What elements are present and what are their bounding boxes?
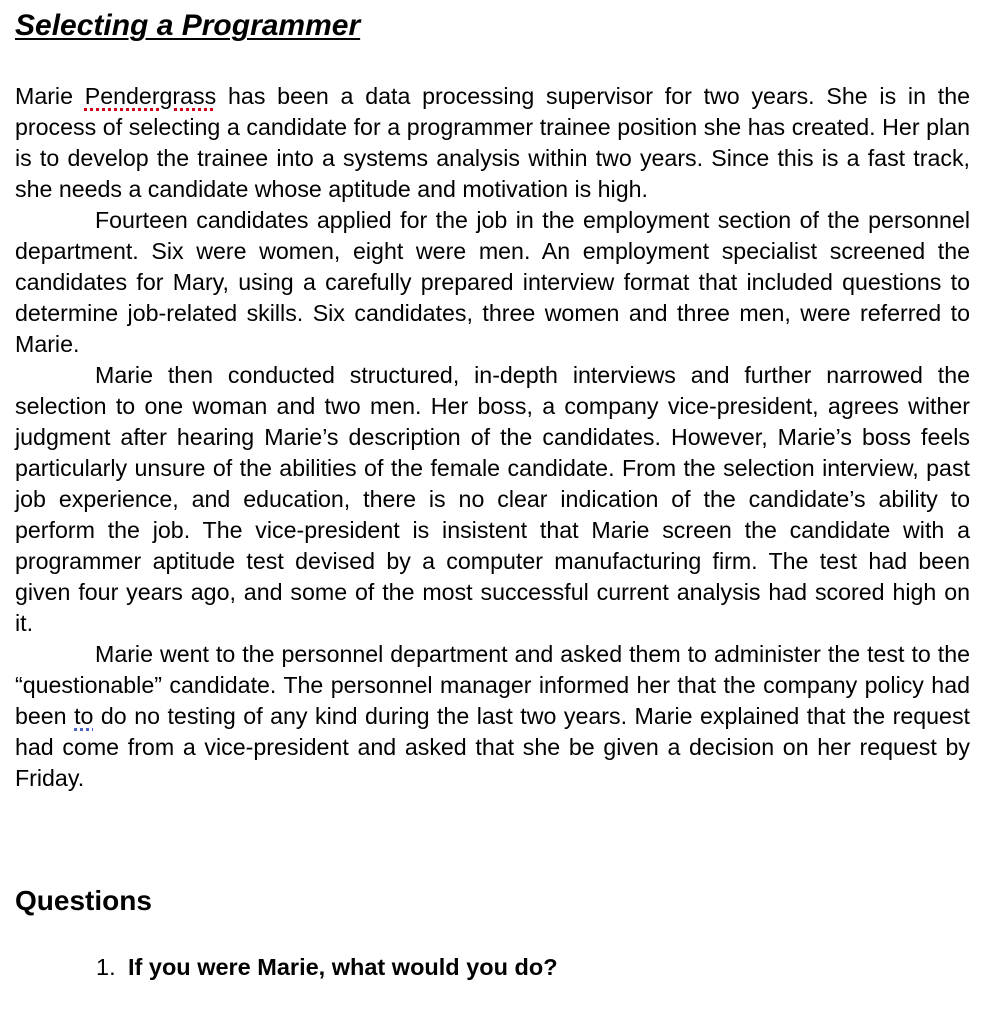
paragraph-text: Marie	[15, 83, 85, 109]
spelling-flagged-word: Pendergrass	[84, 83, 217, 109]
paragraph	[15, 639, 970, 794]
paragraph	[15, 81, 970, 205]
paragraph-text: Marie went to the personnel department and asked them to administer the test to the “questionable” candidate. The personnel manager informed her that the company policy had been	[15, 641, 970, 729]
paragraph-text: do no testing of any kind during the last two years. Marie explained that the request had come from a vice-president and asked that she be given a decision on her request by Friday.	[15, 703, 970, 791]
paragraph-text: Marie then conducted structured, in-depth interviews and further narrowed the selection to one woman and two men. Her boss, a company vice-president, agrees wither judgment after hearing Marie’s description of the candidates. However, Marie’s boss feels particularly unsure of the abilities of the female candidate. From the selection interview, past job experience, and education, there is no clear indication of the candidate’s ability to perform the job. The vice-president is insistent that Marie screen the candidate with a programmer aptitude test devised by a computer manufacturing firm. The test had been given four years ago, and some of the most successful current analysis had scored high on it.	[15, 362, 970, 636]
grammar-flagged-word: to	[74, 703, 94, 729]
paragraph	[15, 360, 970, 639]
questions-list	[96, 952, 558, 982]
question-number: 1.	[96, 954, 116, 980]
question-item	[96, 952, 558, 982]
paragraph-text: Fourteen candidates applied for the job in the employment section of the personnel department. Six were women, eight were men. An employment specialist screened the candidates for Mary, using a carefully prepared interview format that included questions to determine job-related skills. Six candidates, three women and three men, were referred to Marie.	[15, 207, 970, 357]
paragraph-text: has been a data processing supervisor for two years. She is in the process of selecting a candidate for a programmer trainee position she has created. Her plan is to develop the trainee into a systems analysis within two years. Since this is a fast track, she needs a candidate whose aptitude and motivation is high.	[15, 83, 970, 202]
case-study-body	[15, 81, 970, 794]
question-text: If you were Marie, what would you do?	[128, 954, 558, 980]
document-title: Selecting a Programmer	[15, 9, 361, 42]
paragraph	[15, 205, 970, 360]
questions-heading: Questions	[15, 885, 152, 916]
